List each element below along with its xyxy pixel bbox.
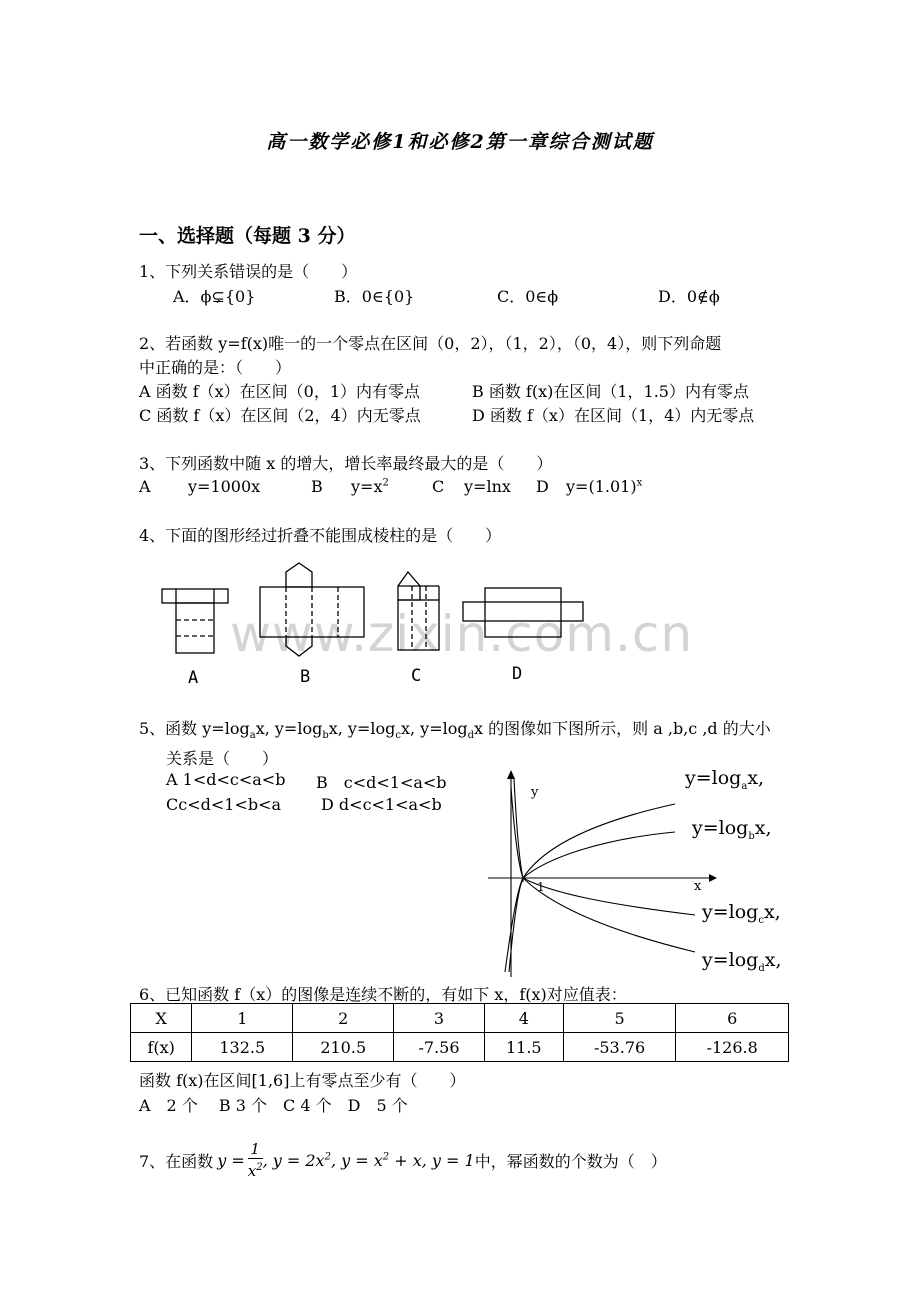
table-cell: 2 [293, 1004, 394, 1033]
q4-stem: 4、下面的图形经过折叠不能围成棱柱的是（ ） [139, 526, 502, 545]
net-figure-c [398, 572, 439, 650]
curve-log-b [509, 832, 675, 972]
table-cell: -53.76 [563, 1033, 676, 1062]
q2-stem-line2: 中正确的是：（ ） [139, 358, 292, 377]
q3-option-c-letter: C [432, 477, 445, 496]
table-cell: 5 [563, 1004, 676, 1033]
q7-lhs: y = [217, 1151, 245, 1170]
q1-stem: 1、下列关系错误的是（ ） [139, 262, 358, 281]
q1-option-d: D．0∉ϕ [658, 287, 720, 306]
table-cell: 6 [676, 1004, 789, 1033]
q2-option-b: B 函数 f(x)在区间（1，1.5）内有零点 [472, 382, 749, 401]
q5-stem-line1: 5、函数 $y=\log_ax$, $y=\log_bx$, $y=\log_cx$, $y=\log_dx$ 的图像如下图所示，则 a ,b,c ,d 的大小 [139, 719, 771, 742]
q4-label-a: A [188, 668, 199, 688]
q4-label-d: D [512, 664, 523, 684]
table-cell: 1 [192, 1004, 293, 1033]
curve-label-c: $y=\log_cx$, [702, 901, 781, 926]
q6-stem-2: 函数 f(x)在区间[1,6]上有零点至少有（ ） [139, 1071, 466, 1090]
table-row [131, 1033, 789, 1062]
watermark: www.zixin.com.cn [230, 605, 694, 663]
q3-stem: 3、下列函数中随 x 的增大，增长率最终最大的是（ ） [139, 454, 553, 473]
page-title: 高一数学必修1和必修2第一章综合测试题 [266, 131, 654, 153]
q5-option-a: A 1<d<c<a<b [166, 770, 286, 789]
q3-option-a-letter: A [139, 477, 151, 496]
graph-y-label: y [531, 785, 539, 800]
table-cell: X [131, 1004, 192, 1033]
q7-prefix: 7、在函数 [139, 1152, 214, 1171]
curve-label-b: $y=\log_bx$, [692, 817, 772, 842]
x-axis-arrow [709, 874, 717, 882]
graph-one-label: 1 [537, 880, 545, 894]
q7-stem [139, 1141, 667, 1180]
q5-log-graph [483, 767, 723, 979]
curve-label-a: $y=\log_ax$, [685, 767, 765, 792]
table-cell: 210.5 [293, 1033, 394, 1062]
table-cell: 4 [484, 1004, 563, 1033]
q4-figures [150, 560, 600, 660]
table-row [131, 1004, 789, 1033]
q3-option-c: y=lnx [464, 477, 511, 496]
q3-option-d-letter: D [536, 477, 549, 496]
q5-option-b: B c<d<1<a<b [316, 773, 447, 792]
net-figure-b [260, 563, 364, 656]
q5-stem-line2: 关系是（ ） [166, 749, 279, 768]
table-cell: 11.5 [484, 1033, 563, 1062]
y-axis-arrow [507, 770, 515, 779]
q7-suffix: 中，幂函数的个数为（ ） [474, 1152, 667, 1171]
table-cell: 132.5 [192, 1033, 293, 1062]
table-cell: 3 [394, 1004, 485, 1033]
q1-option-a: A．ϕ⊊{0} [173, 287, 256, 306]
q1-option-c: C．0∈ϕ [497, 287, 559, 306]
q7-fraction [248, 1141, 263, 1180]
q3-option-d: $y=(1.01)^x$ [566, 477, 643, 496]
q7-expressions: , $y = 2x^2$, $y = x^2 + x$, y = 1 [262, 1151, 475, 1170]
q2-option-a: A 函数 f（x）在区间（0，1）内有零点 [139, 382, 421, 401]
curve-label-d: $y=\log_dx$, [702, 949, 782, 974]
q7-fraction-denominator: $x^2$ [247, 1162, 263, 1180]
net-figure-d [463, 588, 583, 637]
q3-option-b-letter: B [311, 477, 323, 496]
q2-stem-line1: 2、若函数 y=f(x)唯一的一个零点在区间（0，2），（1，2），（0，4），则下列命题 [139, 334, 722, 353]
q4-label-c: C [411, 666, 422, 686]
q2-option-c: C 函数 f（x）在区间（2，4）内无零点 [139, 406, 421, 425]
graph-x-label: x [694, 879, 702, 894]
q3-option-a: y=1000x [188, 477, 261, 496]
table-cell: -7.56 [394, 1033, 485, 1062]
q7-fraction-numerator: 1 [248, 1141, 263, 1159]
q2-option-d: D 函数 f（x）在区间（1，4）内无零点 [472, 406, 755, 425]
q6-stem: 6、已知函数 f（x）的图像是连续不断的，有如下 x，f(x)对应值表： [139, 985, 627, 1004]
q5-option-c: Cc<d<1<b<a [166, 795, 282, 814]
q6-options: A 2 个 B 3 个 C 4 个 D 5 个 [139, 1096, 408, 1115]
table-cell: f(x) [131, 1033, 192, 1062]
q5-option-d: D d<c<1<a<b [321, 795, 442, 814]
net-figure-a [162, 589, 228, 653]
section-heading: 一、选择题（每题 3 分） [139, 225, 356, 247]
q1-option-b: B．0∈{0} [334, 287, 415, 306]
curve-log-a [505, 804, 675, 972]
q4-label-b: B [300, 667, 311, 687]
q3-option-b: $y=x^2$ [351, 477, 389, 496]
table-cell: -126.8 [676, 1033, 789, 1062]
q6-value-table [130, 1003, 789, 1062]
